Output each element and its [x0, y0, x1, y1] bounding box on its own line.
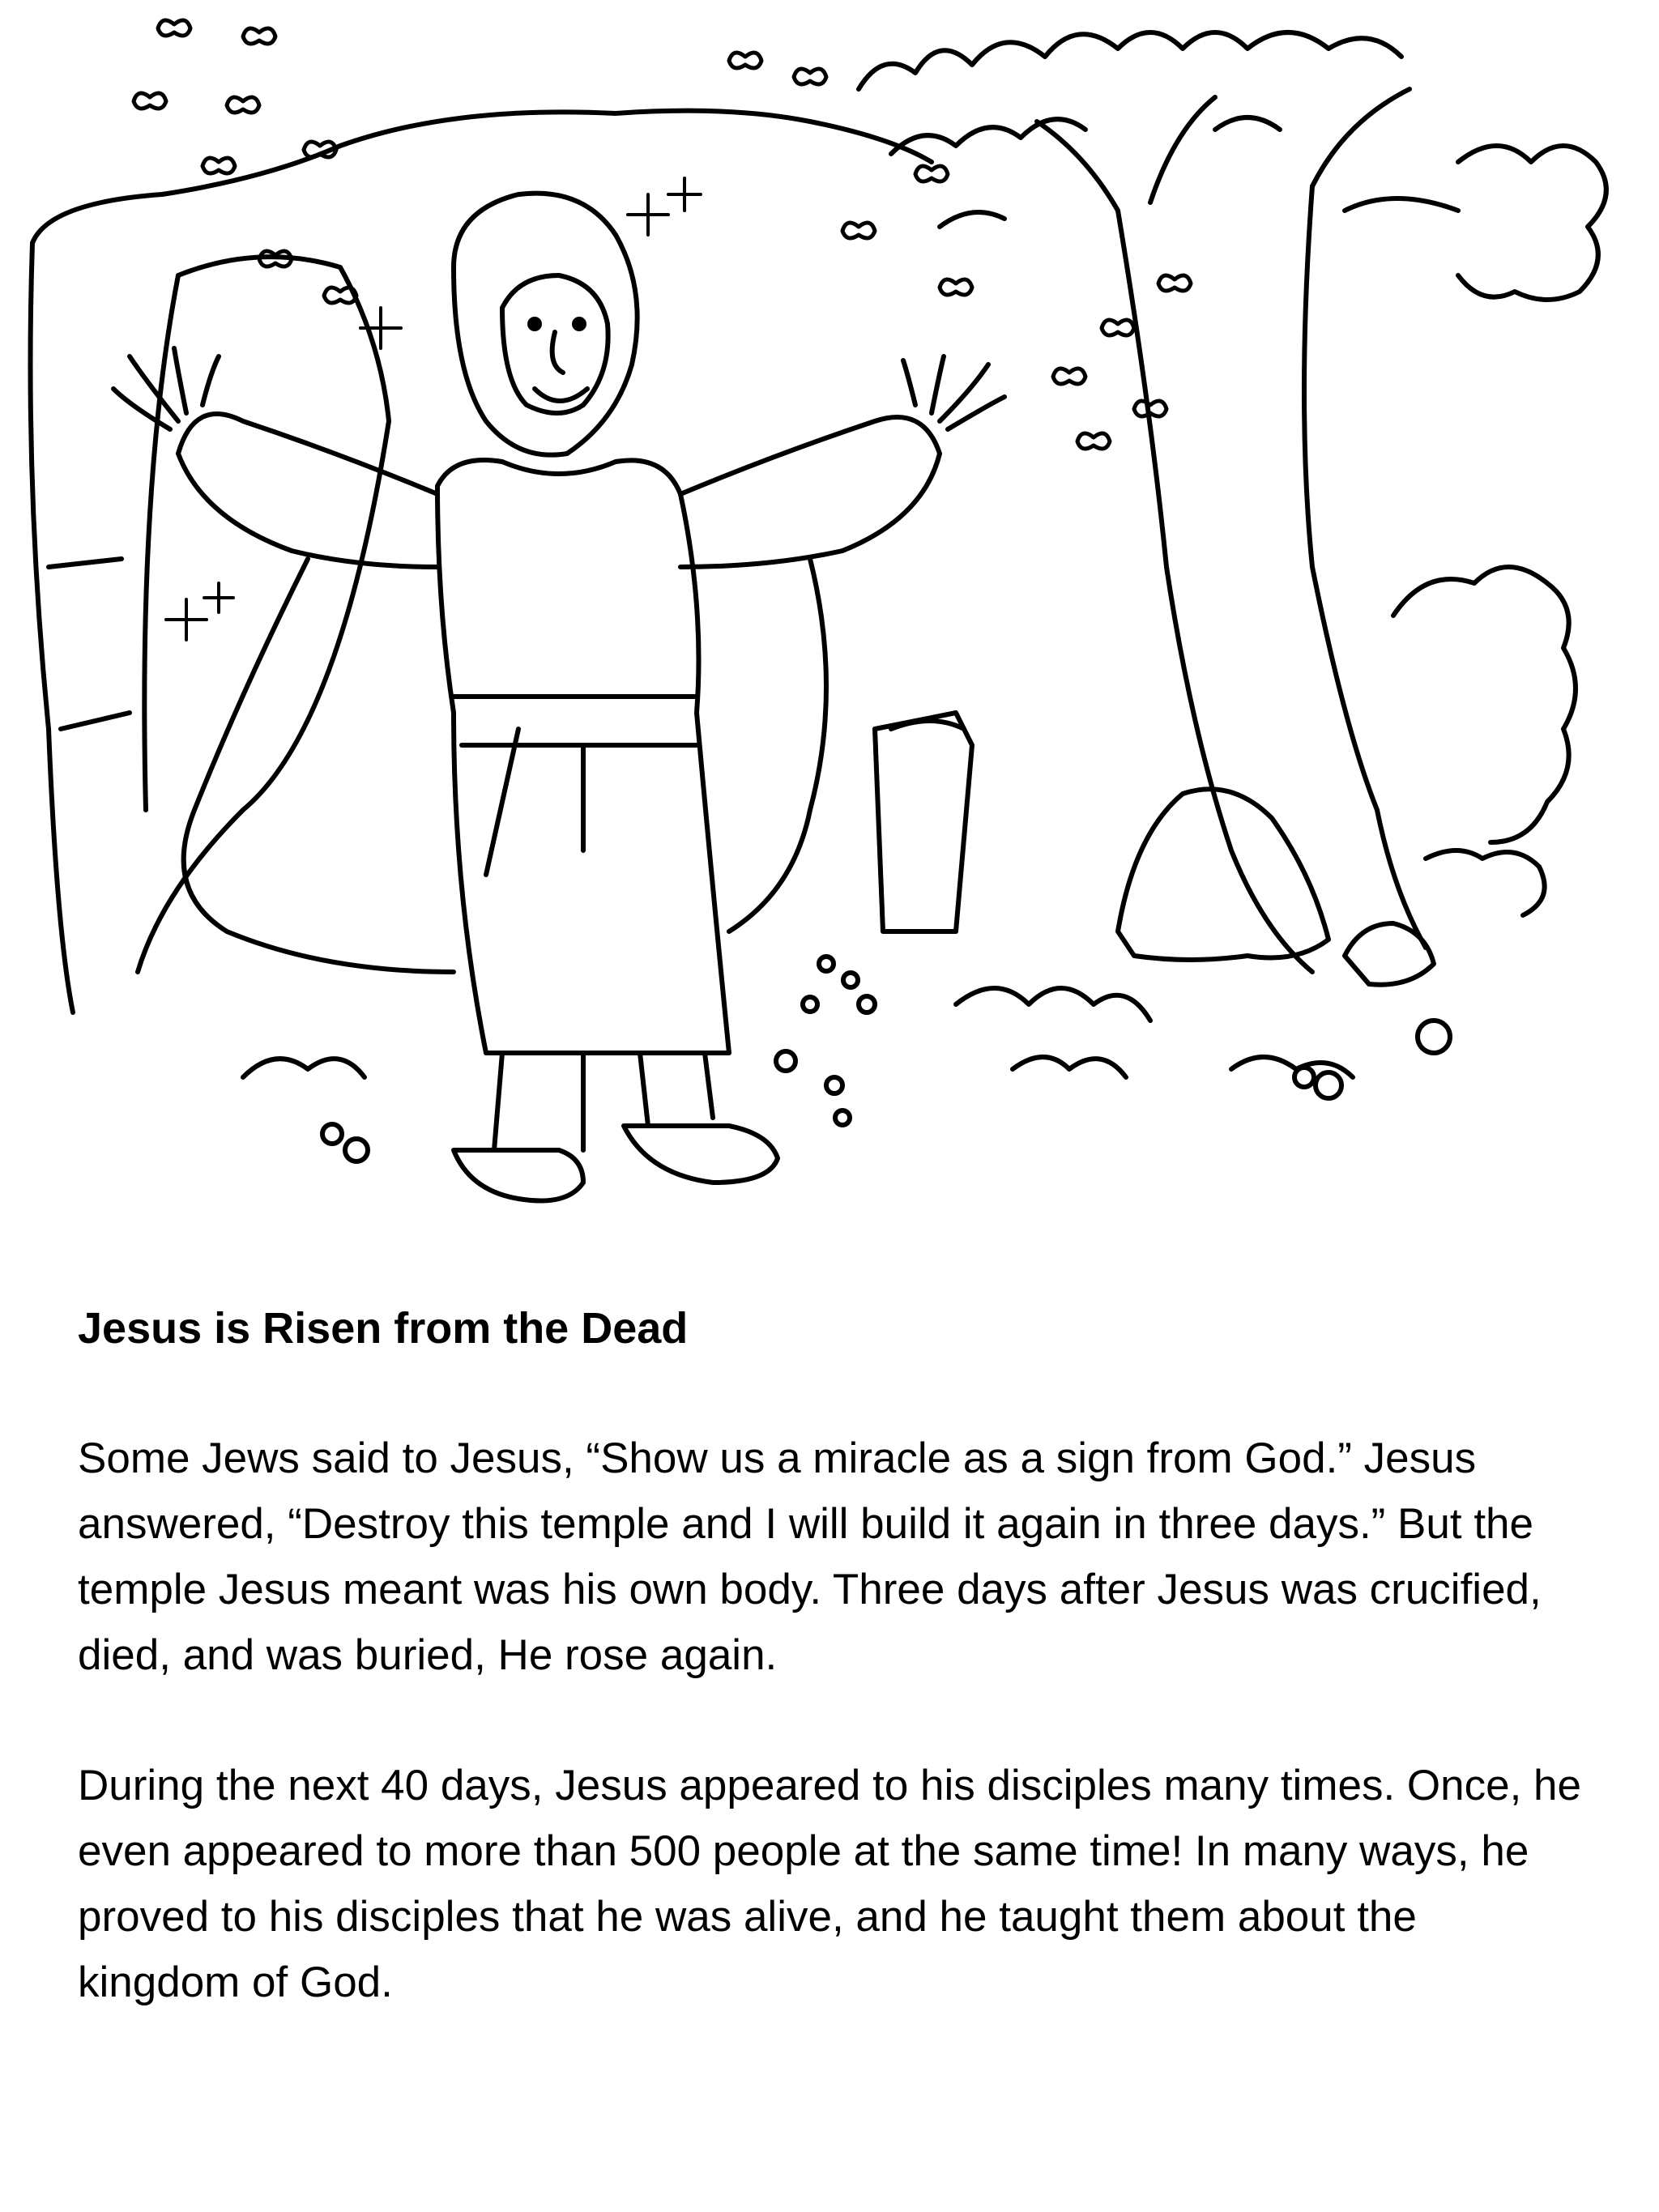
story-text [78, 1296, 1584, 2080]
right-arm [680, 417, 940, 567]
bushes-right [1393, 567, 1576, 915]
cloak [184, 559, 454, 972]
left-sandal [454, 1150, 583, 1201]
story-paragraph-1: Some Jews said to Jesus, “Show us a miracle as a sign from God.” Jesus answered, “Destroy this temple and I will build it again in three days.” But the temple Jesus meant was his own body. Three days after Jesus was crucified, died, and was buried, He rose again. [78, 1434, 1542, 1679]
story-paragraph-2: During the next 40 days, Jesus appeared to his disciples many times. Once, he even appeared to more than 500 people at the same time! In many ways, he proved to his disciples that he was alive, and he taught them about the kingdom of God. [78, 1762, 1581, 2006]
jesus-figure [113, 194, 1004, 1201]
right-hand [903, 356, 1004, 429]
right-sandal [624, 1126, 778, 1183]
left-arm [178, 414, 437, 567]
butterflies [134, 20, 1191, 449]
page-title: Jesus is Risen from the Dead [78, 1304, 689, 1353]
tree [859, 32, 1606, 972]
legs [494, 1053, 713, 1150]
ground-plants [32, 957, 1620, 1174]
face [502, 275, 608, 413]
rocks [875, 713, 1434, 985]
